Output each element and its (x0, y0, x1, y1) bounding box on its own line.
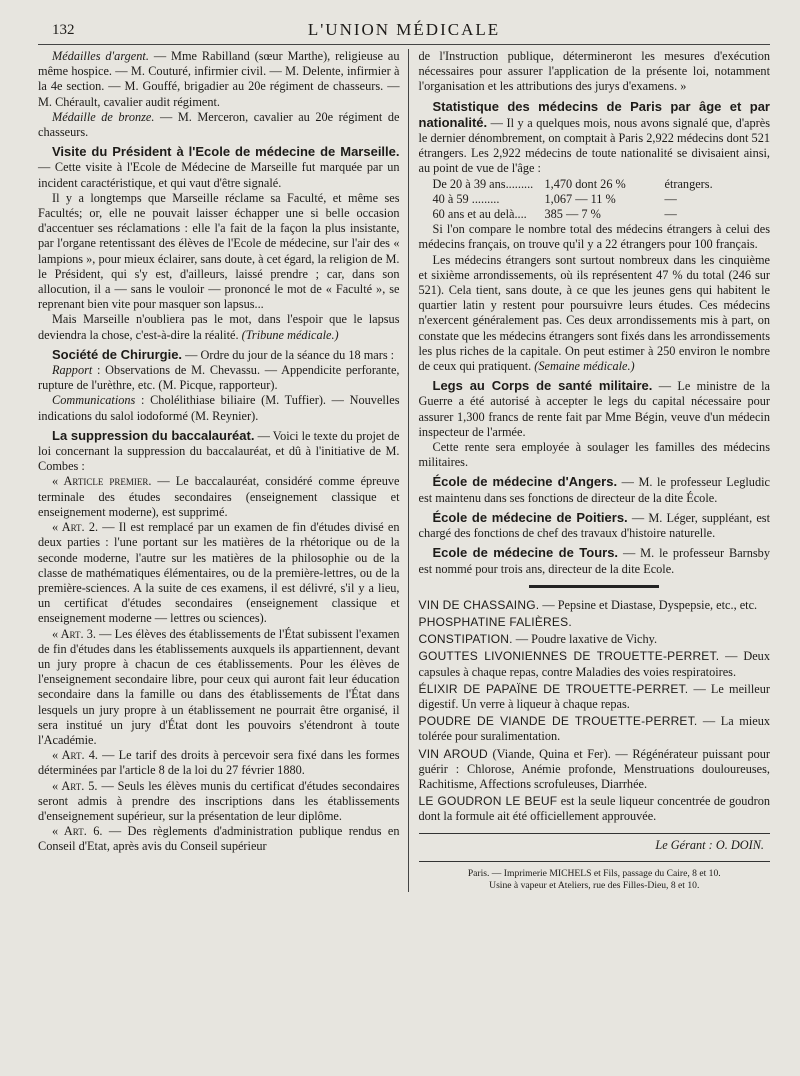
tours-article: Ecole de médecine de Tours. — M. le professeur Barnsby est nommé pour trois ans, directeur de la dite Ecole. (418, 545, 770, 576)
bac-article-2: « Art. 2. — Il est remplacé par un examen de fin d'études divisé en deux parties : l'une portant sur les matières de la rhétorique ou de la seconde moderne, l'autre sur les matières de la philosophie ou de la classe de mathématiques élémentaires, ou de la première-lettres, ou de la première-sciences. A la suite de ces examens, il est délivré, s'il y a lieu, un certificat d'études secondaires (enseignement classique et enseignement moderne — lettres ou sciences). (38, 520, 400, 626)
ad-vin-chassaing: VIN DE CHASSAING. — Pepsine et Diastase, Dyspepsie, etc., etc. (418, 597, 758, 612)
gerant-line: Le Gérant : O. DOIN. (655, 837, 764, 852)
bac-article-6: « Art. 6. — Des règlements d'administration publique rendus en Conseil d'Etat, après avis du Conseil supérieur (38, 824, 400, 854)
chirurgie-article: Société de Chirurgie. — Ordre du jour de la séance du 18 mars : (52, 346, 395, 362)
visite-article: Visite du Président à l'Ecole de médecine de Marseille. — Cette visite à l'Ecole de Médecine de Marseille fut marquée par un incident caractéristique, et qui vaut d'être signalé. (38, 144, 400, 190)
section-rule (529, 585, 659, 588)
bac-article-5: « Art. 5. — Seuls les élèves munis du certificat d'études secondaires seront admis à prendre des inscriptions dans les établissements d'enseignement supérieur, sur la présentation de leur diplôme. (38, 778, 400, 823)
age-table (419, 177, 771, 223)
chirurgie-rapport: Rapport : Observations de M. Chevassu. — Appendicite perforante, rupture de l'urèthre, etc. (M. Picque, rapporteur). (38, 363, 400, 393)
bac-continuation: de l'Instruction publique, détermineront les mesures d'exécution nécessaires pour assurer l'application de la présente loi, notamment l'organisation et les attributions des jurys d'examens. » (418, 49, 770, 94)
footer-rule-2 (419, 861, 771, 862)
statistique-paragraph-2: Les médecins étrangers sont surtout nombreux dans les cinquième et sixième arrondissements, où ils représentent 47 % du total (246 sur 521). Cela tient, sans doute, à ce que les jeunes gens qui habitent le quartier latin y restent pour poursuivre leurs études. Ces médecins n'exercent généralement pas. Ces deux arrondissements mis à part, on constate que les médecins étrangers sont fixés dans les arrondissements les plus riches de la capitale. On peut estimer à 250 environ le nombre de ceux qui pratiquent. (Semaine médicale.) (418, 252, 770, 374)
legs-heading: Legs au Corps de santé militaire. (432, 378, 653, 394)
angers-heading: École de médecine d'Angers. (432, 474, 618, 490)
left-column (38, 49, 408, 892)
printer-line: Paris. — Imprimerie MICHELS et Fils, passage du Caire, 8 et 10. (467, 867, 721, 879)
legs-paragraph: Cette rente sera employée à soulager les familles des médecins militaires. (418, 440, 770, 470)
statistique-article: Statistique des médecins de Paris par âge et par nationalité. — Il y a quelques mois, nous avons signalé que, d'après le dernier dénombrement, on comptait à Paris 2,922 médecins dont 521 étrangers. Les 2,922 médecins de toute nationalité se divisaient ainsi, au point de vue de l'âge : (418, 98, 770, 176)
ad-gouttes: GOUTTES LIVONIENNES DE TROUETTE-PERRET. — Deux capsules à chaque repas, contre Maladies des voies respiratoires. (418, 649, 770, 679)
page-number: 132 (52, 22, 75, 38)
footer-rule (419, 833, 771, 834)
ad-phosphatine: PHOSPHATINE FALIÈRES. (418, 614, 572, 629)
statistique-paragraph: Si l'on compare le nombre total des médecins étrangers à celui des médecins français, on trouve qu'il y a 22 étrangers pour 100 français. (418, 222, 770, 252)
journal-title: L'UNION MÉDICALE (307, 20, 501, 39)
bac-article-1: « Article premier. — Le baccalauréat, considéré comme épreuve terminale des études secondaires (enseignement classique et enseignement moderne), est supprimé. (38, 474, 400, 519)
ad-poudre: POUDRE DE VIANDE DE TROUETTE-PERRET. — La mieux tolérée pour suralimentation. (418, 714, 770, 744)
visite-heading: Visite du Président à l'Ecole de médecine de Marseille. (52, 144, 400, 160)
bac-article-3: « Art. 3. — Les élèves des établissements de l'État subissent l'examen de fin d'études dans les établissements auxquels ils appartiennent, devant un jury propre à chacun de ces établissements. Pour les élèves de l'enseignement secondaire libre, pour ceux qui auront fait leur éducation secondaire dans la famille ou dans des établissements de l'État dans lesquels un jury propre à un établissement ne pourrait être organisé, il sera institué un jury d'État dont les pouvoirs s'étendront à toute l'Académie. (38, 626, 400, 747)
ad-elixir: ÉLIXIR DE PAPAÏNE DE TROUETTE-PERRET. — Le meilleur digestif. Un verre à liqueur à chaque repas. (418, 681, 770, 711)
age-row: 60 ans et au delà.... 385 — 7 % — (432, 207, 677, 222)
right-column (409, 49, 771, 892)
bac-heading: La suppression du baccalauréat. (52, 427, 255, 443)
medaille-bronze: Médaille de bronze. — M. Merceron, cavalier au 20e régiment de chasseurs. (38, 109, 400, 140)
visite-paragraph: Il y a longtemps que Marseille réclame sa Faculté, et même ses Facultés; or, elle ne pouvait laisser échapper une si belle occasion d'accentuer ses réclamations : elle l'a fait de la façon la plus insistante, par l'organe retentissant des élèves de l'Ecole de médecine, sur l'air des « lampions », pour mieux éclairer, sans doute, à cet égard, la religion de M. le Président, qui s'y est, d'ailleurs, laissé prendre ; car, dans son allocution, il a — sans le vouloir — prononcé le mot de « Faculté », se reprenant bien vite pour masquer son lapsus... (38, 190, 400, 312)
chirurgie-communications: Communications : Cholélithiase biliaire (M. Tuffier). — Nouvelles indications du salol iodoformé (M. Reynier). (38, 393, 400, 423)
page-header (38, 14, 770, 45)
statistique-heading: Statistique des médecins de Paris par âge et par nationalité. (418, 98, 770, 130)
ad-vin-aroud: VIN AROUD (Viande, Quina et Fer). — Régénérateur puissant pour guérir : Chlorose, Anémie profonde, Menstruations douloureuses, Rachitisme, Affections scrofuleuses, Diarrhée. (418, 746, 771, 791)
visite-paragraph-2: Mais Marseille n'oubliera pas le mot, dans l'espoir que le lapsus deviendra la chose, c'est-à-dire la réalité. (Tribune médicale.) (38, 312, 400, 342)
poitiers-article: École de médecine de Poitiers. — M. Léger, suppléant, est chargé des fonctions de chef des travaux d'histoire naturelle. (418, 509, 770, 541)
legs-article: Legs au Corps de santé militaire. — Le ministre de la Guerre a été autorisé à accepter le legs du capital nécessaire pour assurer 1,300 francs de rente fait par Mme Bégin, veuve d'un médecin inspecteur de l'armée. (418, 378, 770, 439)
medailles-argent: Médailles d'argent. — Mme Rabilland (sœur Marthe), religieuse au même hospice. — M. Couturé, infirmier civil. — M. Delente, infirmier à la 4e section. — M. Gouffé, brigadier au 20e régiment de chasseurs. — M. Chérault, cavalier audit régiment. (38, 49, 400, 109)
ad-goudron: LE GOUDRON LE BEUF est la seule liqueur concentrée de goudron dont la formule ait été officiellement approuvée. (418, 794, 770, 824)
ad-constipation: CONSTIPATION. — Poudre laxative de Vichy. (418, 632, 658, 647)
tours-heading: Ecole de médecine de Tours. (432, 545, 619, 561)
angers-article: École de médecine d'Angers. — M. le professeur Legludic est maintenu dans ses fonctions de directeur de la dite École. (418, 474, 770, 505)
bac-article: La suppression du baccalauréat. — Voici le texte du projet de loi concernant la suppression du baccalauréat, et dû à l'initiative de M. Combes : (38, 427, 400, 474)
poitiers-heading: École de médecine de Poitiers. (432, 509, 628, 525)
chirurgie-heading: Société de Chirurgie. (52, 346, 183, 362)
bac-article-4: « Art. 4. — Le tarif des droits à percevoir sera fixé dans les formes déterminées par l'article 8 de la loi du 27 février 1880. (38, 748, 400, 778)
age-row: 40 à 59 ......... 1,067 — 11 % — (432, 191, 677, 206)
printer-line-2: Usine à vapeur et Ateliers, rue des Filles-Dieu, 8 et 10. (489, 879, 700, 891)
age-row: De 20 à 39 ans......... 1,470 dont 26 % étrangers. (432, 176, 713, 191)
